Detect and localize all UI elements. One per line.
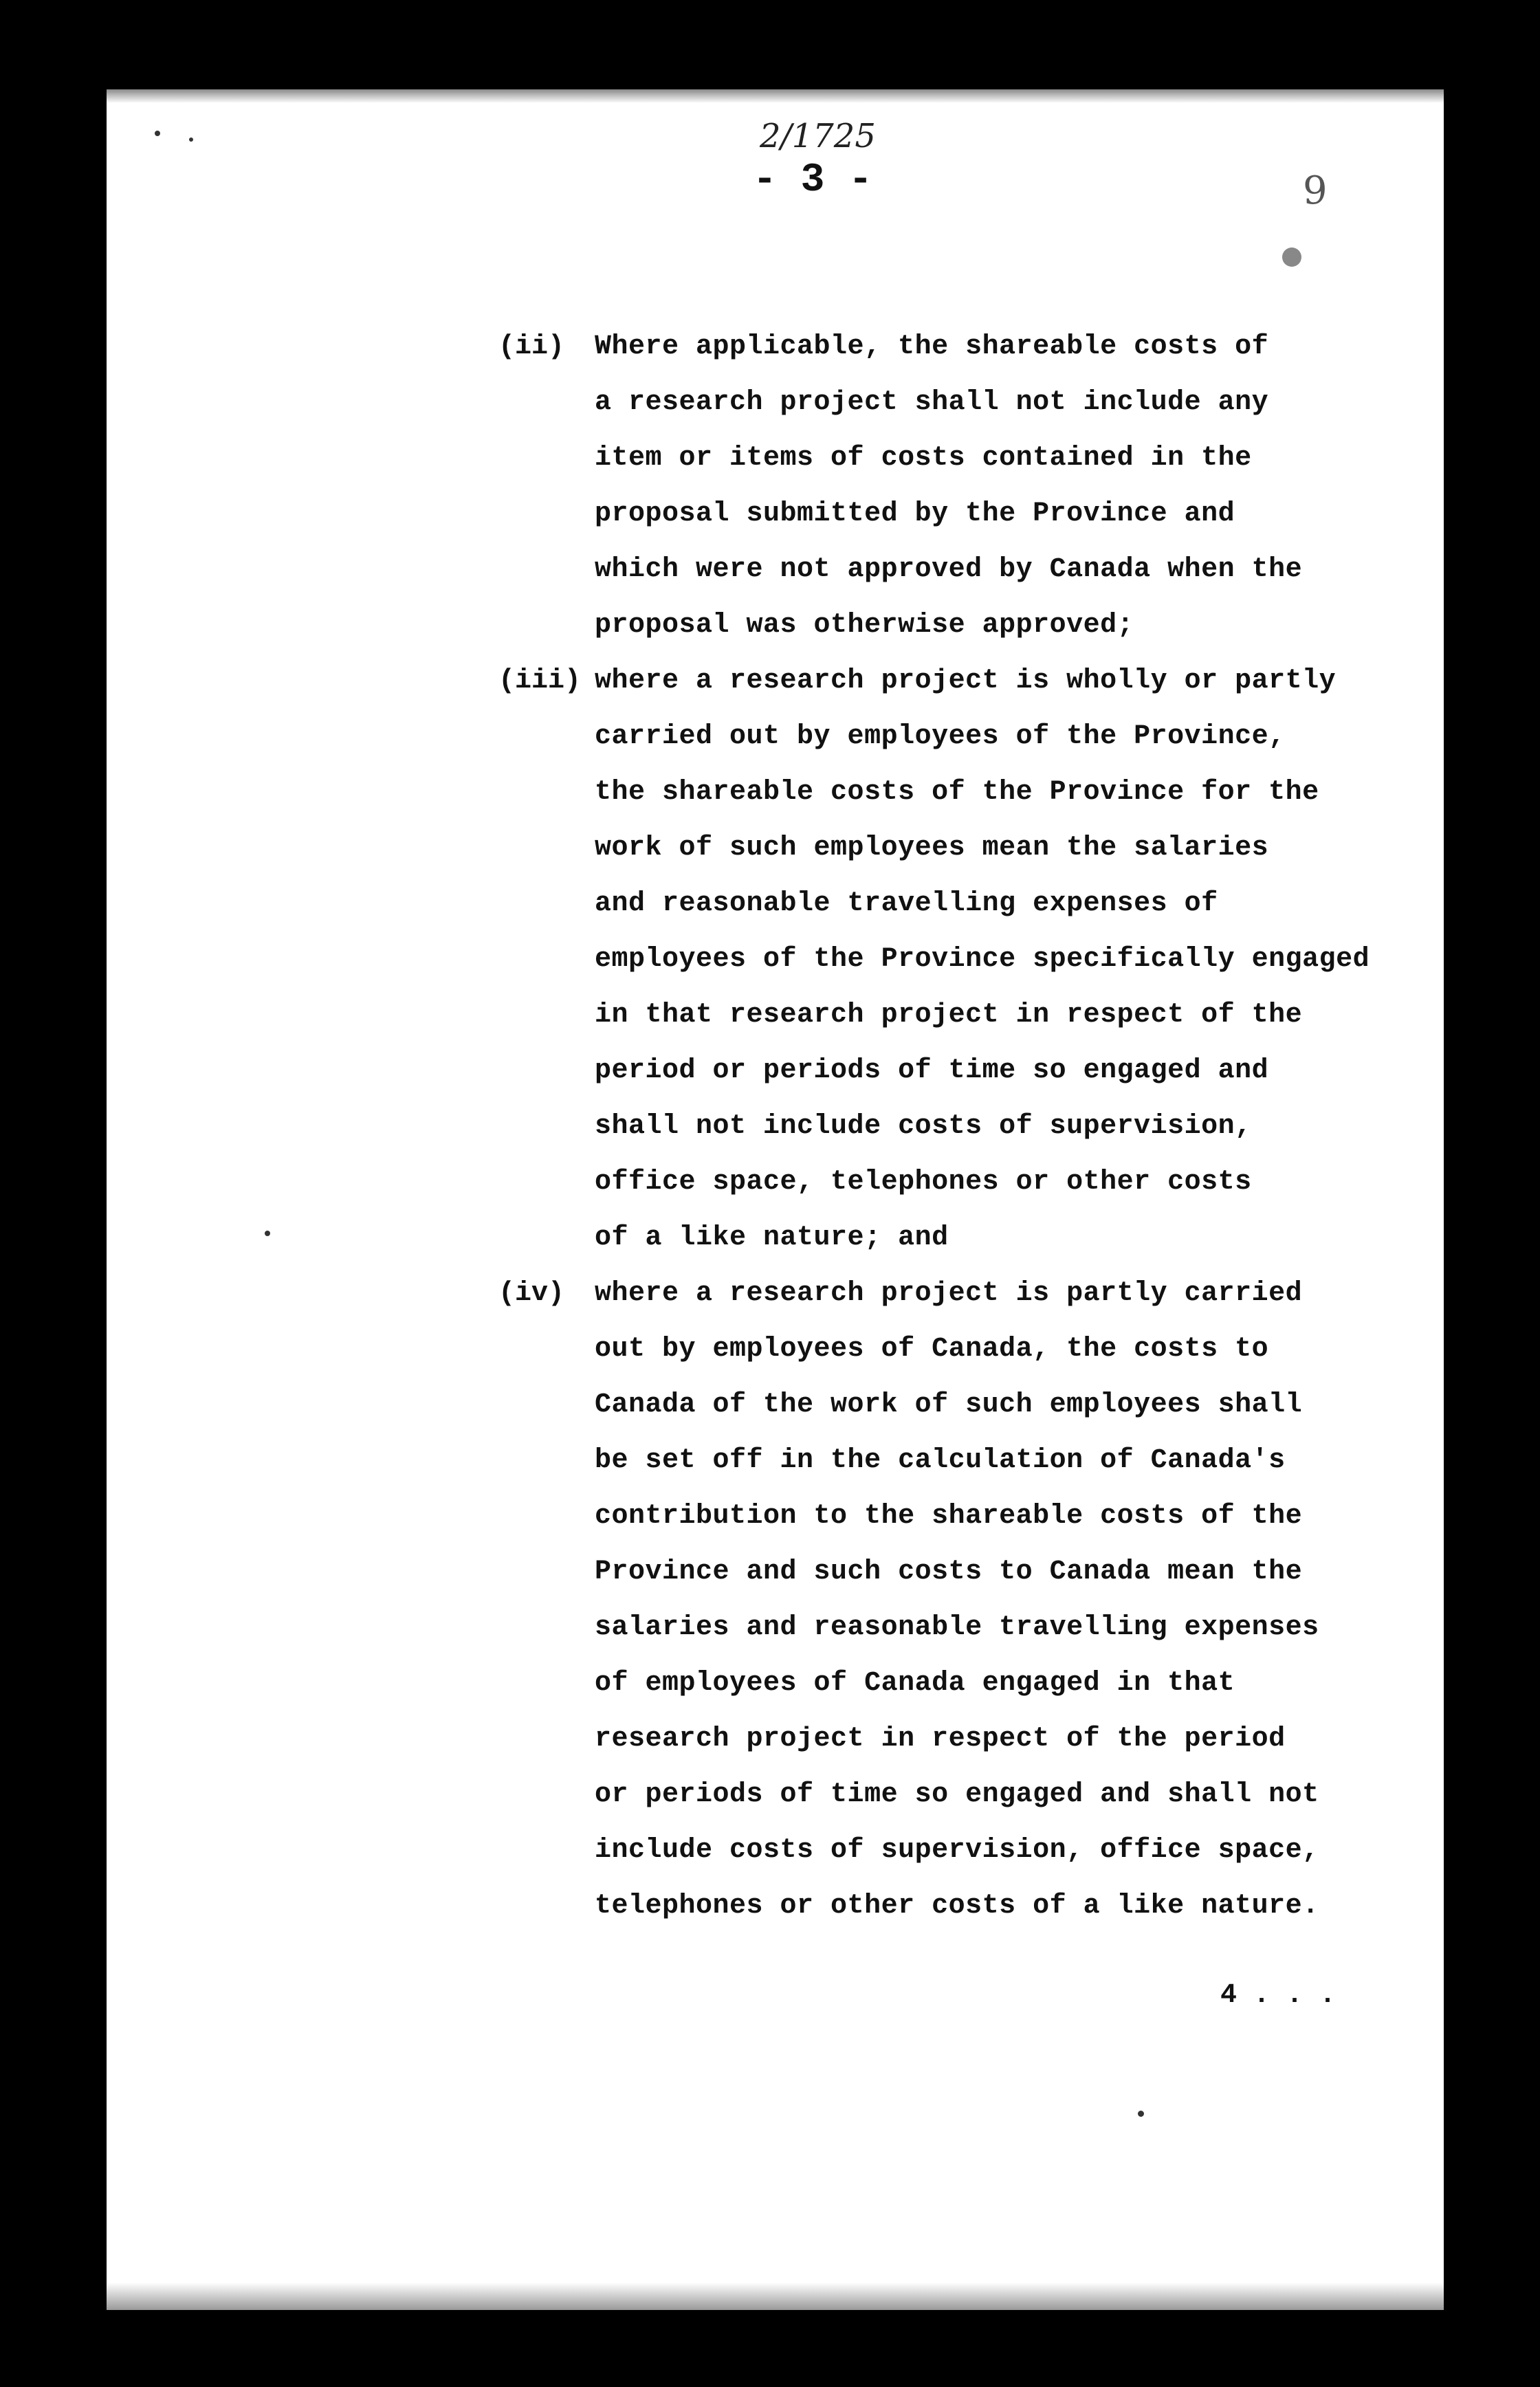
text-line: carried out by employees of the Province, [595, 721, 1286, 752]
text-line: telephones or other costs of a like nature. [595, 1891, 1319, 1922]
item-number-iv: (iv) [498, 1278, 565, 1309]
scan-speck [265, 1231, 270, 1236]
text-line: of a like nature; and [595, 1222, 949, 1253]
item-number-iii: (iii) [498, 666, 582, 696]
text-line: and reasonable travelling expenses of [595, 888, 1218, 919]
text-line: include costs of supervision, office space, [595, 1835, 1319, 1866]
text-line: contribution to the shareable costs of the [595, 1501, 1303, 1532]
text-line: of employees of Canada engaged in that [595, 1668, 1235, 1699]
scan-speck [1282, 248, 1301, 267]
folio-number: 9 [1303, 168, 1328, 213]
page-top-edge [107, 89, 1444, 103]
text-line: proposal was otherwise approved; [595, 610, 1134, 641]
text-line: proposal submitted by the Province and [595, 498, 1235, 529]
text-line: salaries and reasonable travelling expenses [595, 1612, 1319, 1643]
text-line: where a research project is wholly or partly [595, 666, 1336, 696]
text-line: be set off in the calculation of Canada's [595, 1445, 1286, 1476]
text-line: Province and such costs to Canada mean the [595, 1556, 1303, 1587]
document-page [107, 89, 1444, 2310]
text-line: Canada of the work of such employees shall [595, 1389, 1303, 1420]
text-line: item or items of costs contained in the [595, 443, 1252, 474]
scan-speck [189, 138, 193, 142]
text-line: Where applicable, the shareable costs of [595, 331, 1269, 362]
text-line: in that research project in respect of the [595, 1000, 1303, 1031]
text-line: office space, telephones or other costs [595, 1167, 1252, 1198]
continuation-marker: 4 . . . [1220, 1980, 1336, 2011]
text-line: a research project shall not include any [595, 387, 1269, 418]
page-bottom-edge [107, 2282, 1444, 2310]
text-line: the shareable costs of the Province for the [595, 777, 1319, 808]
page-number: - 3 - [753, 158, 873, 203]
scan-speck [1138, 2111, 1144, 2117]
text-line: period or periods of time so engaged and [595, 1055, 1269, 1086]
text-line: employees of the Province specifically engaged [595, 944, 1370, 975]
item-number-ii: (ii) [498, 331, 565, 362]
text-line: where a research project is partly carried [595, 1278, 1303, 1309]
text-line: research project in respect of the period [595, 1724, 1286, 1754]
text-line: work of such employees mean the salaries [595, 833, 1269, 864]
text-line: shall not include costs of supervision, [595, 1111, 1252, 1142]
text-line: or periods of time so engaged and shall not [595, 1779, 1319, 1810]
text-line: which were not approved by Canada when the [595, 554, 1303, 585]
text-line: out by employees of Canada, the costs to [595, 1334, 1269, 1365]
scan-speck [155, 131, 160, 136]
handwritten-reference: 2/1725 [760, 117, 876, 155]
